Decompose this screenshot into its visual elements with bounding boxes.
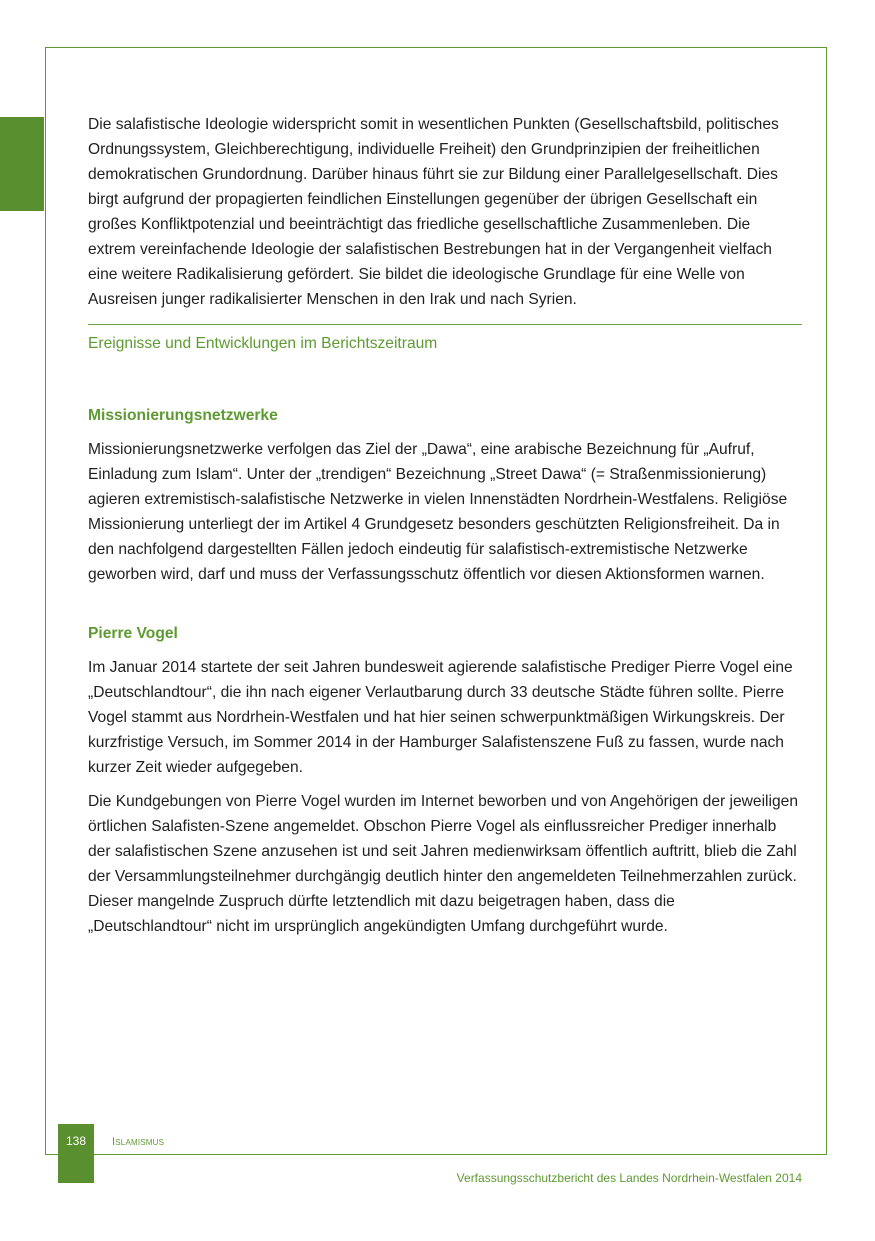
section-title: Ereignisse und Entwicklungen im Berichtszeitraum [88, 335, 438, 352]
vogel-paragraph-2: Die Kundgebungen von Pierre Vogel wurden im Internet beworben und von Angehörigen der jeweiligen örtlichen Salafisten-Szene angemeldet. Obschon Pierre Vogel als einflussreicher Prediger innerhalb der salafistischen Szene anzusehen ist und seit Jahren medienwirksam öffentlich auftritt, blieb die Zahl der Versammlungsteilnehmer durchgängig deutlich hinter den angemeldeten Teilnehmerzahlen zurück. Dieser mangelnde Zuspruch dürfte letztendlich mit dazu beigetragen haben, dass die „Deutschlandtour“ nicht im ursprünglich angekündigten Umfang durchgeführt wurde. [88, 793, 799, 935]
vogel-paragraph-1: Im Januar 2014 startete der seit Jahren bundesweit agierende salafistische Prediger Pierre Vogel eine „Deutschlandtour“, die ihn nach eigener Verlautbarung durch 33 deutsche Städte führen sollte. Pierre Vogel stammt aus Nordrhein-Westfalen und hat hier seinen schwerpunktmäßigen Wirkungskreis. Der kurzfristige Versuch, im Sommer 2014 in der Hamburger Salafistenszene Fuß zu fassen, wurde nach kurzer Zeit wieder aufgegeben. [88, 659, 793, 776]
heading-missionierungsnetzwerke: Missionierungsnetzwerke [88, 407, 278, 424]
heading-pierre-vogel: Pierre Vogel [88, 625, 178, 642]
page-content [88, 112, 802, 948]
intro-paragraph: Die salafistische Ideologie widerspricht somit in wesentlichen Punkten (Gesellschaftsbild, politisches Ordnungssystem, Gleichberechtigung, individuelle Freiheit) den Grundprinzipien der freiheitlichen demokratischen Grundordnung. Darüber hinaus führt sie zur Bildung einer Parallelgesellschaft. Dies birgt aufgrund der propagierten feindlichen Einstellungen gegenüber der übrigen Gesellschaft ein großes Konfliktpotenzial und beeinträchtigt das friedliche gesellschaftliche Zusammenleben. Die extrem vereinfachende Ideologie der salafistischen Bestrebungen hat in der Vergangenheit vielfach eine weitere Radikalisierung gefördert. Sie bildet die ideologische Grundlage für eine Welle von Ausreisen junger radikalisierter Menschen in den Irak und nach Syrien. [88, 116, 779, 308]
footer-rule [45, 1154, 827, 1155]
missionierung-paragraph: Missionierungsnetzwerke verfolgen das Ziel der „Dawa“, eine arabische Bezeichnung für „Aufruf, Einladung zum Islam“. Unter der „trendigen“ Bezeichnung „Street Dawa“ (= Straßenmissionierung) agieren extremistisch-salafistische Netzwerke in vielen Innenstädten Nordrhein-Westfalens. Religiöse Missionierung unterliegt der im Artikel 4 Grundgesetz besonders geschützten Religionsfreiheit. Da in den nachfolgend dargestellten Fällen jedoch eindeutig für salafistisch-extremistische Netzwerke geworben wird, darf und muss der Verfassungsschutz öffentlich vor diesen Aktionsformen warnen. [88, 441, 788, 583]
page-number: 138 [65, 1134, 87, 1148]
section-divider [88, 324, 802, 325]
chapter-label: Islamismus [112, 1136, 165, 1148]
publication-title: Verfassungsschutzbericht des Landes Nordrhein-Westfalen 2014 [456, 1171, 802, 1185]
chapter-tab-marker [0, 117, 44, 211]
page-number-box [58, 1124, 94, 1183]
